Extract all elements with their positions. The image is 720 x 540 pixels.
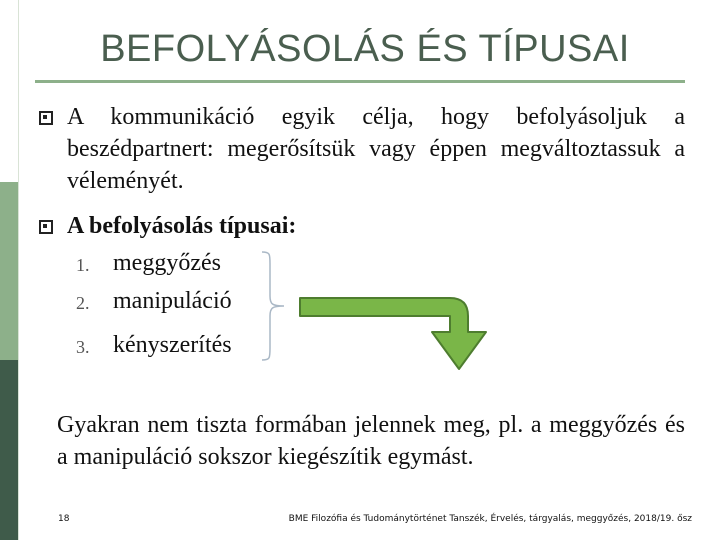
list-number: 3. [76,337,90,357]
list-item-coercion: kényszerítés [113,332,232,358]
page-number: 18 [58,514,70,524]
square-bullet-icon [39,220,53,234]
bullet-text-purpose: A kommunikáció egyik célja, hogy befolyásoljuk a beszédpartnert: megerősítsük vagy éppen megváltoztassuk a véleményét. [67,104,685,194]
slide-title: BEFOLYÁSOLÁS ÉS TÍPUSAI [100,28,630,70]
list-item-manipulation: manipuláció [113,288,232,314]
sidebar-divider [18,0,19,540]
square-bullet-icon [39,111,53,125]
list-number: 1. [76,255,90,275]
sidebar-bottom-band [0,360,18,540]
list-item-persuasion: meggyőzés [113,250,221,276]
sidebar-top-band [0,0,18,182]
bent-arrow-down-icon [290,290,500,375]
sidebar-middle-band [0,182,18,360]
title-underline [35,80,685,83]
note-paragraph: Gyakran nem tiszta formában jelennek meg, pl. a meggyőzés és a manipuláció sokszor kiegészítik egymást. [57,412,685,470]
bullet-text-types-heading: A befolyásolás típusai: [67,213,297,239]
list-number: 2. [76,293,90,313]
footer-credit: BME Filozófia és Tudománytörténet Tanszék, Érvelés, tárgyalás, meggyőzés, 2018/19. ősz [288,514,692,524]
curly-brace-icon [258,250,288,362]
